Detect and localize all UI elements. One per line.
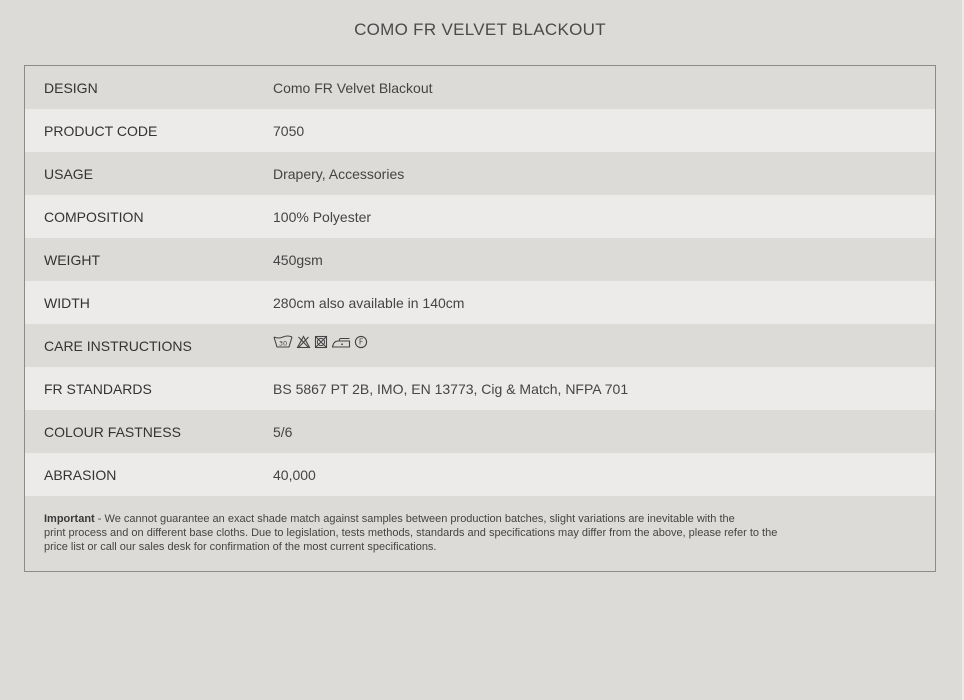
spec-row-design xyxy=(25,66,935,109)
notice-line-1: - We cannot guarantee an exact shade match against samples between production batches, slight variations are inevitable with the xyxy=(94,513,735,525)
spec-label: FR STANDARDS xyxy=(44,380,152,397)
spec-value: 40,000 xyxy=(273,466,316,483)
spec-row-abrasion xyxy=(25,453,935,496)
spec-row-care-instructions xyxy=(25,324,935,367)
spec-value: 280cm also available in 140cm xyxy=(273,294,465,311)
iron-low-icon xyxy=(331,335,351,349)
care-icons xyxy=(273,335,368,349)
spec-value: Como FR Velvet Blackout xyxy=(273,79,433,96)
dry-clean-letter: F xyxy=(358,337,364,347)
spec-label: ABRASION xyxy=(44,466,117,483)
spec-table-container xyxy=(24,65,936,572)
spec-row-fr-standards xyxy=(25,367,935,410)
spec-label: COMPOSITION xyxy=(44,208,144,225)
spec-row-product-code xyxy=(25,109,935,152)
notice-heading: Important xyxy=(44,513,95,525)
spec-label: WIDTH xyxy=(44,294,90,311)
spec-value: 5/6 xyxy=(273,423,293,440)
spec-label: CARE INSTRUCTIONS xyxy=(44,337,192,354)
page-title: COMO FR VELVET BLACKOUT xyxy=(354,20,606,39)
wash-30-icon xyxy=(273,335,293,349)
spec-value: 7050 xyxy=(273,122,305,139)
no-bleach-icon xyxy=(296,335,311,349)
spec-value: 100% Polyester xyxy=(273,208,372,225)
spec-value: Drapery, Accessories xyxy=(273,165,405,182)
notice-line-2: print process and on different base cloths. Due to legislation, tests methods, standards and specifications may differ from the above, please refer to the xyxy=(44,527,778,539)
no-tumble-dry-icon xyxy=(314,335,328,349)
spec-value: 450gsm xyxy=(273,251,323,268)
notice-line-3: price list or call our sales desk for confirmation of the most current specifications. xyxy=(44,541,437,553)
spec-label: USAGE xyxy=(44,165,94,182)
spec-label: DESIGN xyxy=(44,79,98,96)
spec-row-width xyxy=(25,281,935,324)
spec-row-weight xyxy=(25,238,935,281)
dry-clean-f-icon xyxy=(354,335,368,349)
wash-temperature-label: 30 xyxy=(278,339,288,348)
spec-label: PRODUCT CODE xyxy=(44,122,158,139)
spec-row-colour-fastness xyxy=(25,410,935,453)
important-notice xyxy=(25,496,904,554)
care-icons-cell xyxy=(273,324,935,367)
spec-label: WEIGHT xyxy=(44,251,100,268)
spec-row-composition xyxy=(25,195,935,238)
spec-row-usage xyxy=(25,152,935,195)
spec-table xyxy=(25,66,935,496)
spec-value: BS 5867 PT 2B, IMO, EN 13773, Cig & Match, NFPA 701 xyxy=(273,380,629,397)
spec-label: COLOUR FASTNESS xyxy=(44,423,181,440)
